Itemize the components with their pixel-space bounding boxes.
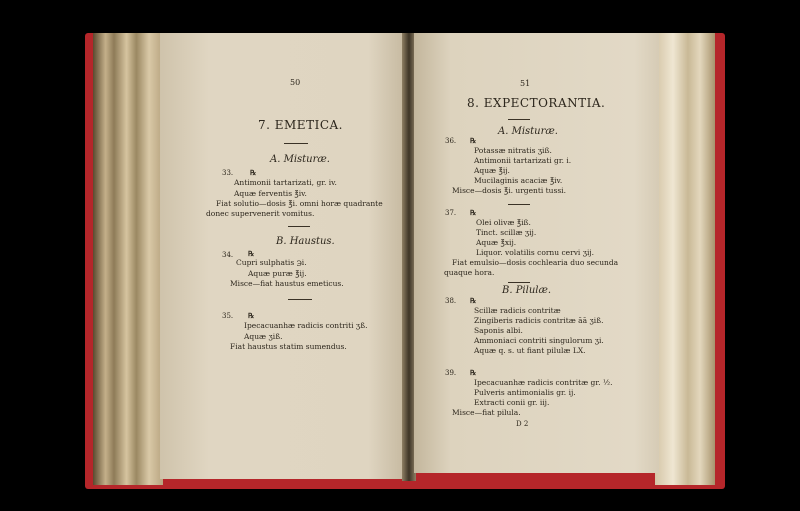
recipe-line: Tinct. scillæ ʒij. [476, 228, 537, 237]
page-number-51: 51 [520, 79, 531, 88]
recipe-line: Ammoniaci contriti singulorum ʒi. [474, 336, 604, 345]
recipe-line: Scillæ radicis contritæ [474, 306, 561, 315]
section-title-pilulae: B. Pilulæ. [502, 285, 552, 296]
entry-rule [288, 299, 312, 300]
recipe-line: Aquæ q. s. ut fiant pilulæ LX. [474, 346, 586, 355]
recipe-line: Fiat emulsio—dosis cochlearia duo secunda [452, 258, 619, 267]
page-heading-emetica: 7. EMETICA. [258, 118, 343, 132]
left-page [160, 33, 405, 479]
recipe-number: 33. [222, 169, 234, 177]
recipe-line: Aquæ ʒiß. [244, 332, 283, 341]
recipe-line: Antimonii tartarizati gr. i. [474, 156, 572, 165]
recipe-line: Ipecacuanhæ radicis contriti ʒß. [244, 321, 368, 330]
recipe-line: Fiat solutio—dosis ℥i. omni horæ quadrante [216, 199, 383, 208]
recipe-line: Olei olivæ ℥iß. [476, 218, 531, 227]
recipe-symbol: ℞ [470, 368, 477, 377]
recipe-line: Misce—dosis ℥i. urgenti tussi. [452, 186, 566, 195]
recipe-line: Cupri sulphatis ℈i. [236, 258, 307, 267]
page-number-50: 50 [290, 78, 301, 87]
recipe-line: Mucilaginis acaciæ ℥iv. [474, 176, 563, 185]
recipe-line: Aquæ ℥ij. [474, 166, 510, 175]
recipe-line: Fiat haustus statim sumendus. [230, 342, 347, 351]
section-title-haustus: B. Haustus. [276, 236, 335, 247]
recipe-line: Ipecacuanhæ radicis contritæ gr. ½. [474, 378, 613, 387]
recipe-line: Aquæ ferventis ℥iv. [234, 189, 307, 198]
recipe-line: Extracti conii gr. iij. [474, 398, 550, 407]
recipe-symbol: ℞ [248, 249, 255, 258]
heading-rule [508, 119, 530, 120]
entry-rule [508, 204, 530, 205]
recipe-number: 36. [445, 137, 457, 145]
signature-mark: D 2 [516, 420, 529, 428]
section-rule [508, 282, 530, 283]
recipe-symbol: ℞ [470, 208, 477, 217]
recipe-number: 34. [222, 251, 234, 259]
recipe-symbol: ℞ [250, 168, 257, 177]
recipe-number: 37. [445, 209, 457, 217]
left-page-edges [93, 33, 163, 485]
recipe-line: Misce—fiat pilula. [452, 408, 521, 417]
right-page-edges [655, 33, 715, 485]
recipe-number: 38. [445, 297, 457, 305]
recipe-line: Pulveris antimonialis gr. ij. [474, 388, 576, 397]
right-page [414, 33, 659, 473]
recipe-line: Saponis albi. [474, 326, 523, 335]
recipe-line: Misce—fiat haustus emeticus. [230, 279, 344, 288]
recipe-number: 39. [445, 369, 457, 377]
page-heading-expectorantia: 8. EXPECTORANTIA. [467, 96, 606, 110]
section-rule [288, 226, 310, 227]
heading-rule [284, 143, 308, 144]
section-title-misturae: A. Misturæ. [498, 126, 558, 137]
section-title-misturae: A. Misturæ. [270, 154, 330, 165]
recipe-symbol: ℞ [470, 136, 477, 145]
recipe-line: donec supervenerit vomitus. [206, 209, 315, 218]
recipe-line: Aquæ puræ ℥ij. [248, 269, 307, 278]
recipe-symbol: ℞ [470, 296, 477, 305]
recipe-line: Zingiberis radicis contritæ āā ʒiß. [474, 316, 604, 325]
recipe-symbol: ℞ [248, 311, 255, 320]
recipe-number: 35. [222, 312, 234, 320]
recipe-line: Aquæ ℥xij. [476, 238, 517, 247]
recipe-line: Antimonii tartarizati, gr. iv. [234, 178, 337, 187]
recipe-line: quaque hora. [444, 268, 495, 277]
recipe-line: Liquor. volatilis cornu cervi ʒij. [476, 248, 595, 257]
recipe-line: Potassæ nitratis ʒiß. [474, 146, 552, 155]
